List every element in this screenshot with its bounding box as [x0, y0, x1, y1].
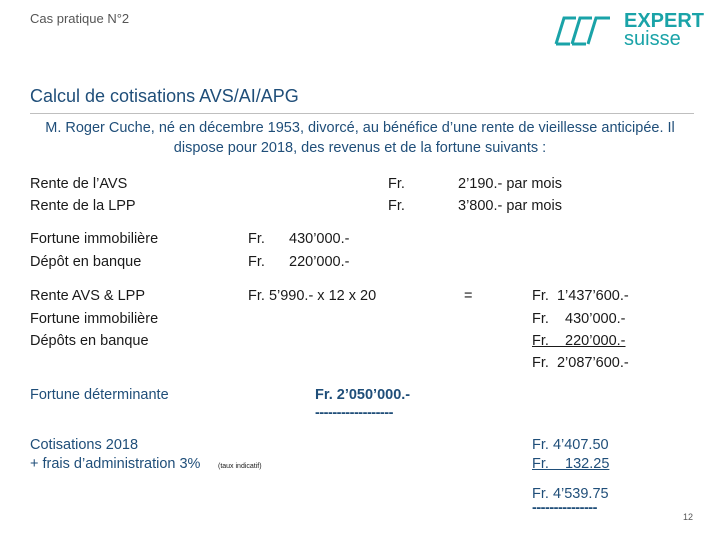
summary-result-deposits: Fr. 220’000.-	[532, 333, 626, 349]
summary-label-deposits: Dépôts en banque	[30, 333, 149, 349]
wealth-value-bank: 220’000.-	[289, 254, 350, 270]
case-label: Cas pratique N°2	[30, 11, 130, 26]
title-divider	[30, 113, 694, 114]
summary-formula: Fr. 5’990.- x 12 x 20	[248, 288, 377, 304]
wealth-currency-bank: Fr.	[248, 254, 265, 270]
income-currency-lpp: Fr.	[388, 198, 405, 214]
wealth-currency-property: Fr.	[248, 231, 265, 247]
summary-result-pensions: Fr. 1’437’600.-	[532, 288, 629, 304]
admin-fee-amount: Fr. 132.25	[532, 456, 610, 472]
logo-text-expert: EXPERT	[624, 10, 705, 32]
summary-label-pensions: Rente AVS & LPP	[30, 288, 145, 304]
income-value-avs: 2’190.- par mois	[458, 176, 562, 192]
contribution-amount: Fr. 4’407.50	[532, 437, 609, 453]
page-number: 12	[683, 512, 694, 522]
wealth-label-bank: Dépôt en banque	[30, 254, 142, 270]
intro-text: M. Roger Cuche, né en décembre 1953, divorcé, au bénéfice d’une rente de vieillesse anticipée. Il dispose pour 2018, des revenus et de la fortune suivants :	[45, 120, 675, 156]
page-title: Calcul de cotisations AVS/AI/APG	[30, 86, 299, 106]
determinant-label: Fortune déterminante	[30, 387, 169, 403]
determinant-dashes: ------------------	[315, 405, 393, 421]
rate-note: (taux indicatif)	[218, 463, 262, 470]
wealth-label-property: Fortune immobilière	[30, 231, 159, 247]
summary-equals: =	[464, 288, 473, 304]
admin-fees-label: + frais d’administration 3%	[30, 456, 201, 472]
income-label-avs: Rente de l’AVS	[30, 176, 128, 192]
income-label-lpp: Rente de la LPP	[30, 198, 136, 214]
expert-suisse-logo	[552, 12, 712, 52]
summary-label-property: Fortune immobilière	[30, 311, 159, 327]
income-value-lpp: 3’800.- par mois	[458, 198, 562, 214]
logo-mark-icon	[552, 14, 614, 48]
summary-result-property: Fr. 430’000.-	[532, 311, 626, 327]
income-currency-avs: Fr.	[388, 176, 405, 192]
total-dashes: ---------------	[532, 500, 597, 516]
total-amount: Fr. 4’539.75	[532, 486, 609, 502]
logo-text-suisse: suisse	[624, 28, 681, 50]
summary-result-total: Fr. 2’087’600.-	[532, 355, 629, 371]
determinant-value: Fr. 2’050’000.-	[315, 387, 411, 403]
wealth-value-property: 430’000.-	[289, 231, 350, 247]
contributions-label: Cotisations 2018	[30, 437, 139, 453]
